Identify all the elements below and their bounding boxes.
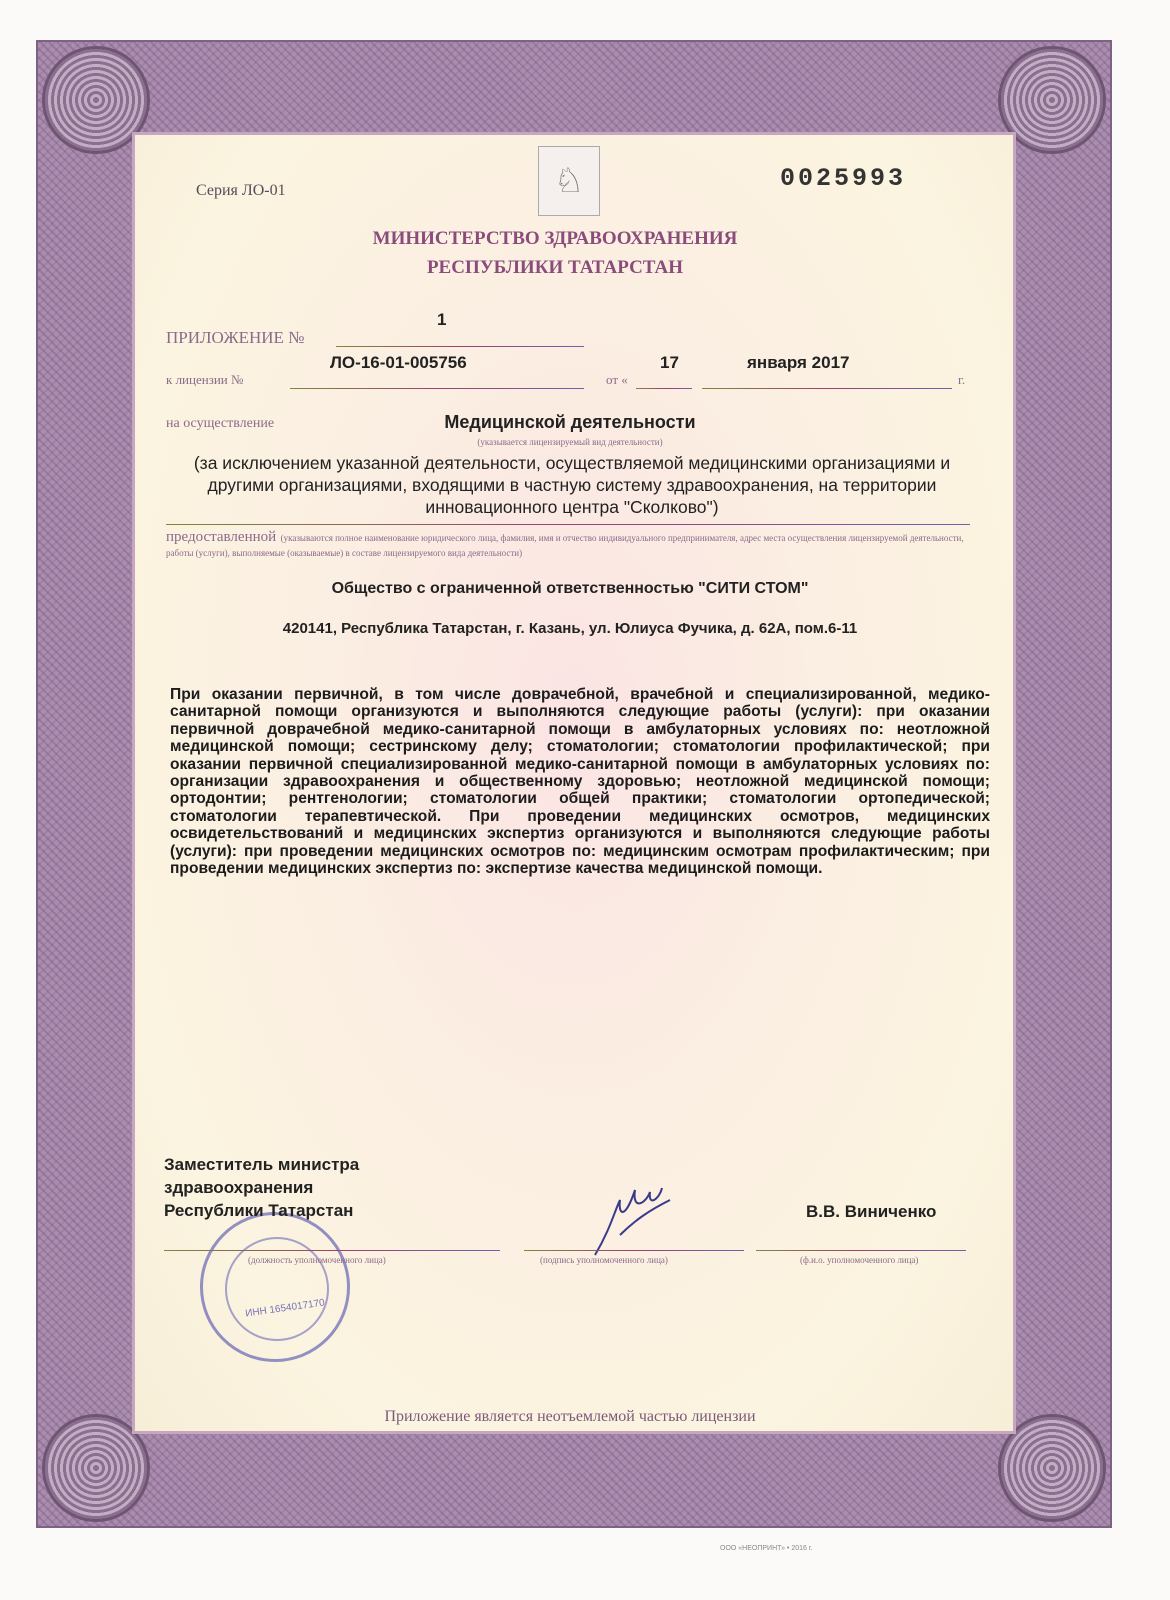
granted-block [166, 530, 970, 560]
signer-position-1: Заместитель министра [164, 1155, 360, 1174]
year-suffix: г. [958, 372, 966, 387]
activity-hint: (указывается лицензируемый вид деятельности) [477, 437, 663, 447]
organization-name: Общество с ограниченной ответственностью "СИТИ СТОМ" [331, 580, 809, 597]
footer-note: Приложение является неотъемлемой частью лицензии [384, 1408, 756, 1425]
hint-name: (ф.и.о. уполномоченного лица) [800, 1255, 919, 1265]
services-text: При оказании первичной, в том числе доврачебной, врачебной и специализированной, медико-санитарной помощи организуются и выполняются следующие работы (услуги): при оказании первичной доврачебной медико-санитарной помощи в амбулаторных условиях по: неотложной медицинской помощи; сестринскому делу; стоматологии; стоматологии профилактической; при оказании первичной специализированной медико-санитарной помощи в амбулаторных условиях по: организации здравоохранения и общественному здоровью; неотложной медицинской помощи; ортодонтии; рентгенологии; стоматологии общей практики; стоматологии ортопедической; стоматологии терапевтической. При проведении медицинских осмотров, медицинских освидетельствований и медицинских экспертиз организуются и выполняются следующие работы (услуги): при проведении медицинских осмотров по: медицинским осмотрам профилактическим; при проведении медицинских экспертиз по: экспертизе качества медицинской помощи. [170, 686, 990, 878]
activity-title: Медицинской деятельности [444, 412, 696, 432]
organization-address: 420141, Республика Татарстан, г. Казань, ул. Юлиуса Фучика, д. 62А, пом.6-11 [282, 620, 858, 637]
license-number: ЛО-16-01-005756 [330, 353, 467, 372]
stamp-inn: ИНН 1654017170 [244, 1297, 326, 1320]
signer-name: В.В. Виниченко [806, 1202, 937, 1221]
license-day: 17 [660, 353, 679, 372]
official-stamp [200, 1212, 350, 1362]
handwritten-signature [590, 1180, 680, 1260]
document-number: 0025993 [780, 164, 907, 193]
license-label: к лицензии № [166, 372, 244, 387]
coat-of-arms-emblem: ♘ [538, 146, 600, 216]
activity-detail: (за исключением указанной деятельности, осуществляемой медицинскими организациями и другими организациями, входящими в частную систему здравоохранения, на территории инновационного центра "Сколково") [193, 453, 951, 517]
appendix-number: 1 [437, 310, 447, 329]
signer-position-3: Республики Татарстан [164, 1201, 354, 1220]
signer-position-2: здравоохранения [164, 1178, 314, 1197]
granted-hint: (указываются полное наименование юридического лица, фамилия, имя и отчество индивидуального предпринимателя, адрес места осуществления лицензируемой деятельности, работы (услуги), выполняемые (оказываемые) в составе лицензируемого вида деятельности) [166, 533, 964, 558]
granted-label: предоставленной [166, 529, 277, 545]
hint-signature: (подпись уполномоченного лица) [540, 1255, 668, 1265]
from-label: от « [606, 372, 628, 387]
hint-position: (должность уполномоченного лица) [248, 1255, 386, 1265]
series-label: Серия ЛО-01 [196, 182, 286, 199]
appendix-label: ПРИЛОЖЕНИЕ № [166, 328, 305, 347]
ministry-title-1: МИНИСТЕРСТВО ЗДРАВООХРАНЕНИЯ [372, 228, 738, 249]
printer-imprint: ООО «НЕОПРИНТ» • 2016 г. [720, 1545, 813, 1552]
activity-label: на осуществление [166, 416, 275, 431]
ministry-title-2: РЕСПУБЛИКИ ТАТАРСТАН [426, 257, 684, 278]
license-month-year: января 2017 [747, 353, 850, 372]
